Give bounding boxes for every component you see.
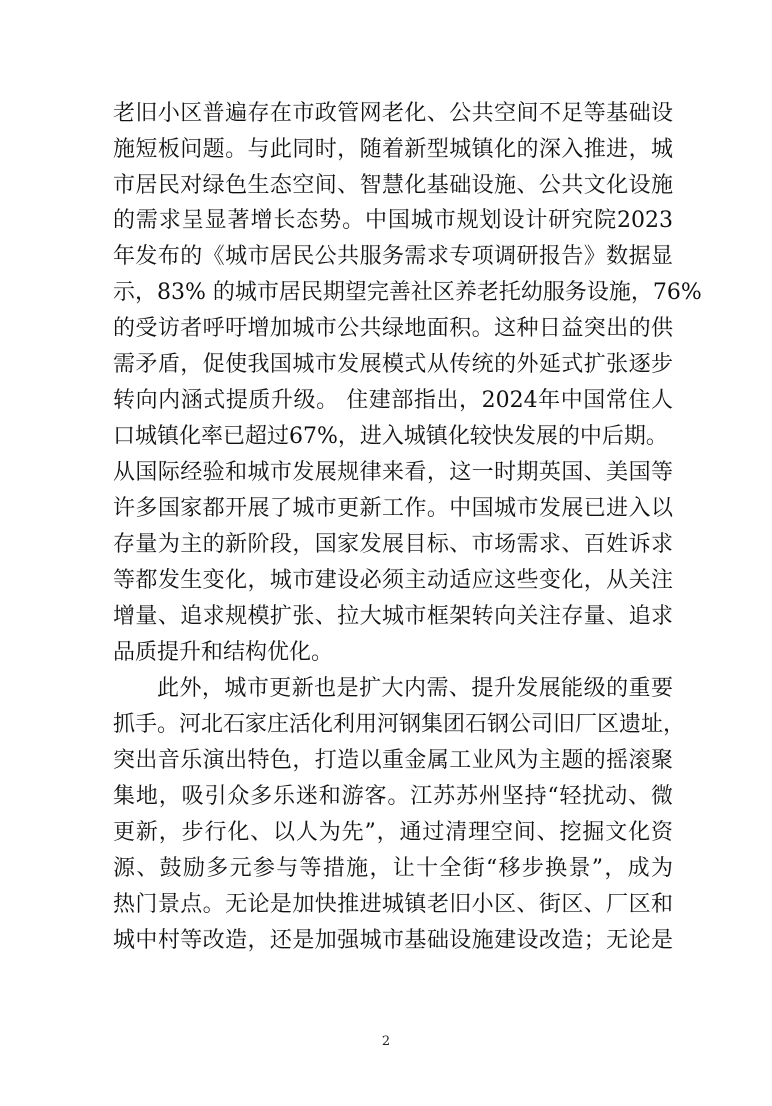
text-line: 老旧小区普遍存在市政管网老化、公共空间不足等基础设 bbox=[113, 101, 673, 126]
text-line: 源、鼓励多元参与等措施，让十全街“移步换景”，成为 bbox=[113, 856, 673, 881]
text-line: 存量为主的新阶段，国家发展目标、市场需求、百姓诉求 bbox=[113, 532, 673, 557]
text-line: 此外，城市更新也是扩大内需、提升发展能级的重要 bbox=[157, 676, 673, 701]
text-line: 施短板问题。与此同时，随着新型城镇化的深入推进，城 bbox=[113, 137, 673, 162]
text-line: 市居民对绿色生态空间、智慧化基础设施、公共文化设施 bbox=[113, 173, 673, 198]
text-line: 从国际经验和城市发展规律来看，这一时期英国、美国等 bbox=[113, 460, 673, 485]
text-line: 口城镇化率已超过67%，进入城镇化较快发展的中后期。 bbox=[113, 424, 668, 449]
text-line: 突出音乐演出特色，打造以重金属工业风为主题的摇滚聚 bbox=[113, 748, 673, 773]
page-number: 2 bbox=[381, 1034, 391, 1049]
text-line: 转向内涵式提质升级。 住建部指出，2024年中国常住人 bbox=[113, 388, 673, 413]
text-line: 增量、追求规模扩张、拉大城市框架转向关注存量、追求 bbox=[113, 604, 673, 629]
text-line: 抓手。河北石家庄活化利用河钢集团石钢公司旧厂区遗址， bbox=[113, 712, 686, 737]
text-line: 许多国家都开展了城市更新工作。中国城市发展已进入以 bbox=[113, 496, 673, 521]
text-line: 热门景点。无论是加快推进城镇老旧小区、街区、厂区和 bbox=[113, 892, 673, 917]
text-line: 更新，步行化、以人为先”，通过清理空间、挖掘文化资 bbox=[113, 820, 673, 845]
text-line: 城中村等改造，还是加强城市基础设施建设改造；无论是 bbox=[113, 928, 673, 953]
text-line: 的需求呈显著增长态势。中国城市规划设计研究院2023 bbox=[113, 208, 673, 233]
text-line: 等都发生变化，城市建设必须主动适应这些变化，从关注 bbox=[113, 568, 673, 593]
text-line: 需矛盾，促使我国城市发展模式从传统的外延式扩张逐步 bbox=[113, 352, 673, 377]
text-line: 示，83% 的城市居民期望完善社区养老托幼服务设施，76% bbox=[113, 280, 702, 305]
text-line: 年发布的《城市居民公共服务需求专项调研报告》数据显 bbox=[113, 244, 673, 269]
text-line: 品质提升和结构优化。 bbox=[113, 640, 334, 665]
text-line: 的受访者呼吁增加城市公共绿地面积。这种日益突出的供 bbox=[113, 316, 673, 341]
text-line: 集地，吸引众多乐迷和游客。江苏苏州坚持“轻扰动、微 bbox=[113, 784, 673, 809]
